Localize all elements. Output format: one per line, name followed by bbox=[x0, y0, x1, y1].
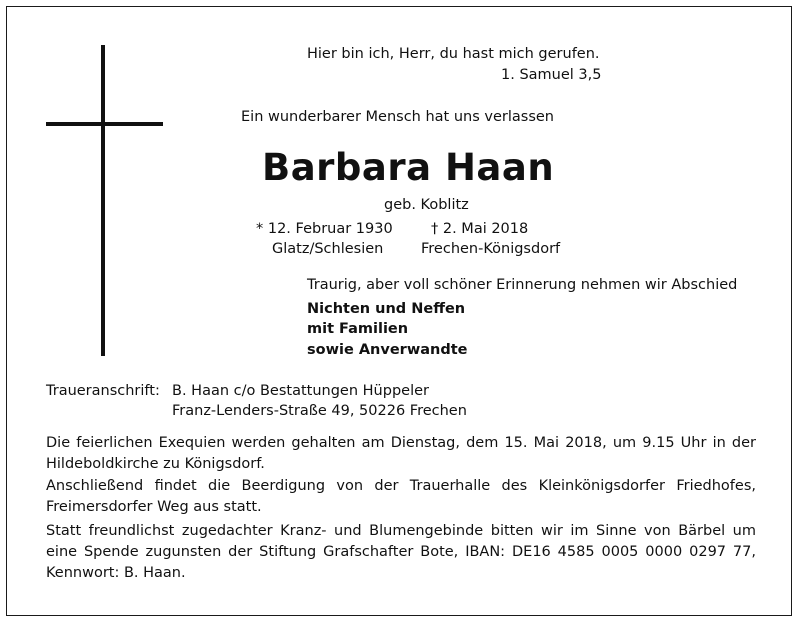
mourner-line: Nichten und Neffen bbox=[307, 301, 466, 317]
donation-paragraph: Statt freundlichst zugedachter Kranz- und Blumengebinde bitten wir im Sinne von Bärbel um eine Spende zugunsten der Stiftung Grafschafter Bote, IBAN: DE16 4585 0005 0000 0297 77, Kennwort: B. Haan. bbox=[46, 523, 756, 581]
deceased-name: Barbara Haan bbox=[262, 146, 555, 189]
address-line-2: Franz-Lenders-Straße 49, 50226 Frechen bbox=[172, 403, 467, 419]
address-line-1: B. Haan c/o Bestattungen Hüppeler bbox=[172, 383, 429, 399]
death-date: † 2. Mai 2018 bbox=[431, 221, 529, 237]
farewell-text: Traurig, aber voll schöner Erinnerung nehmen wir Abschied bbox=[307, 277, 738, 293]
burial-paragraph: Anschließend findet die Beerdigung von der Trauerhalle des Kleinkönigsdorfer Friedhofes, Freimersdorfer Weg aus statt. bbox=[46, 478, 756, 515]
verse-text: Hier bin ich, Herr, du hast mich gerufen. bbox=[307, 46, 600, 62]
mourner-line: mit Familien bbox=[307, 321, 409, 337]
cross-icon-bar bbox=[46, 122, 163, 126]
service-paragraph: Die feierlichen Exequien werden gehalten am Dienstag, dem 15. Mai 2018, um 9.15 Uhr in der Hildeboldkirche zu Königsdorf. bbox=[46, 435, 756, 472]
address-label: Traueranschrift: bbox=[46, 383, 160, 399]
birth-date: * 12. Februar 1930 bbox=[256, 221, 393, 237]
birth-place: Glatz/Schlesien bbox=[272, 241, 384, 257]
verse-reference: 1. Samuel 3,5 bbox=[501, 67, 602, 83]
intro-text: Ein wunderbarer Mensch hat uns verlassen bbox=[241, 109, 554, 125]
death-place: Frechen-Königsdorf bbox=[421, 241, 561, 257]
maiden-name: geb. Koblitz bbox=[384, 197, 469, 213]
mourner-line: sowie Anverwandte bbox=[307, 342, 468, 358]
cross-icon bbox=[101, 45, 105, 356]
